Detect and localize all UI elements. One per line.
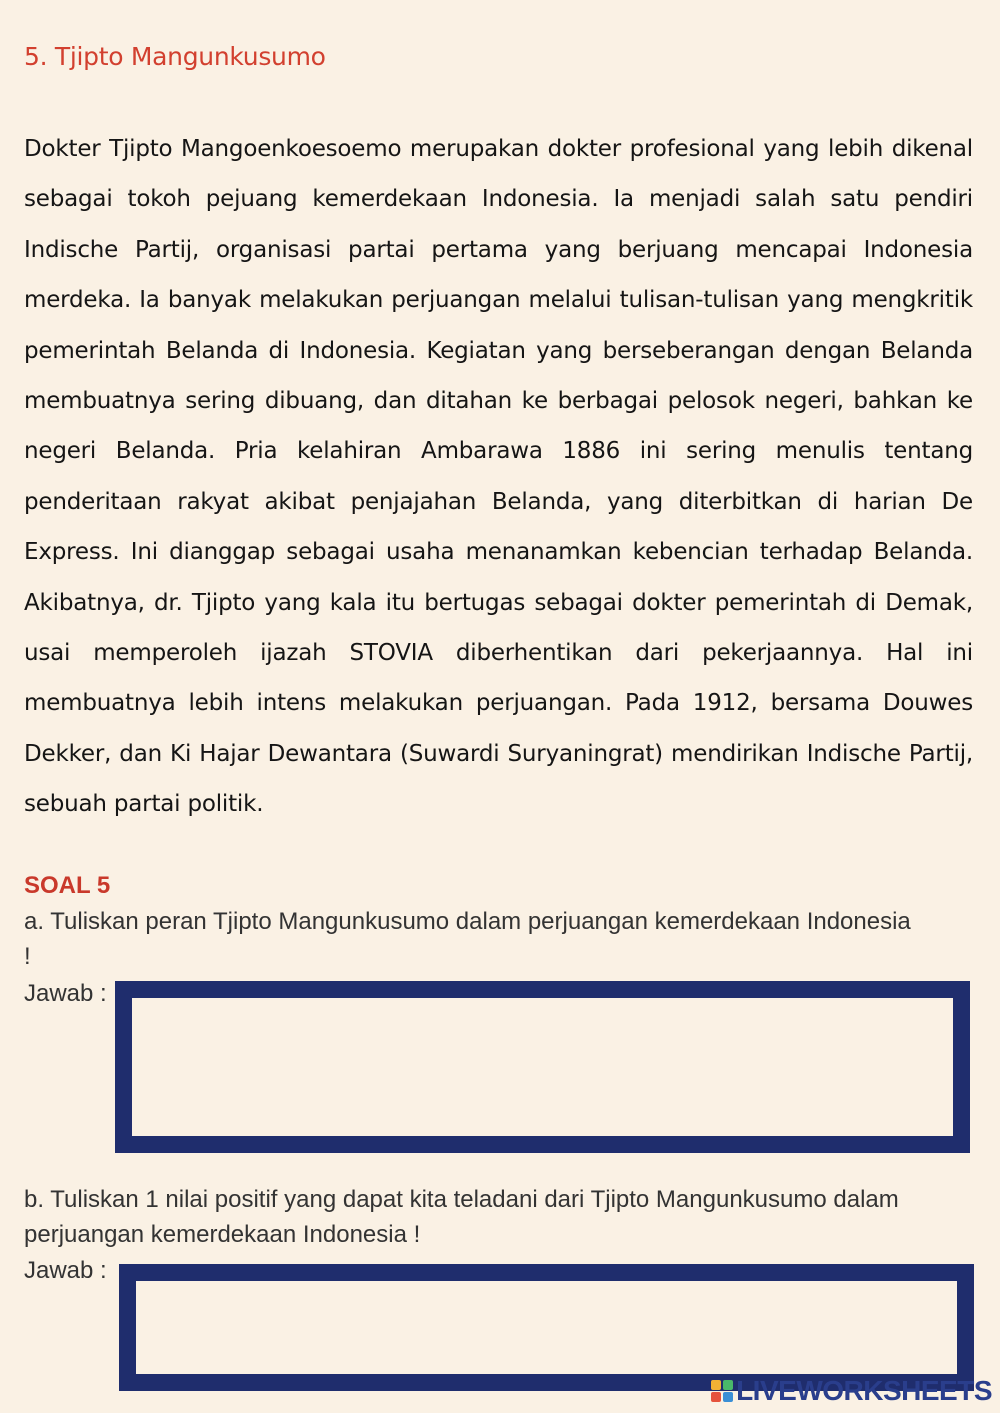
liveworksheets-logo-icon [711, 1380, 733, 1402]
answer-label-a: Jawab : [24, 980, 107, 1007]
logo-text: LIVEWORKSHEETS [736, 1375, 992, 1406]
answer-box-a[interactable] [115, 981, 970, 1153]
liveworksheets-logo [711, 1375, 992, 1407]
quiz-title: SOAL 5 [24, 872, 111, 899]
answer-box-b[interactable] [119, 1264, 974, 1391]
question-a: a. Tuliskan peran Tjipto Mangunkusumo dalam perjuangan kemerdekaan Indonesia ! [24, 908, 911, 970]
reading-passage: Dokter Tjipto Mangoenkoesoemo merupakan dokter profesional yang lebih dikenal sebagai tokoh pejuang kemerdekaan Indonesia. Ia menjadi salah satu pendiri Indische Partij, organisasi partai pertama yang berjuang mencapai Indonesia merdeka. Ia banyak melakukan perjuangan melalui tulisan-tulisan yang mengkritik pemerintah Belanda di Indonesia. Kegiatan yang berseberangan dengan Belanda membuatnya sering dibuang, dan ditahan ke berbagai pelosok negeri, bahkan ke negeri Belanda. Pria kelahiran Ambarawa 1886 ini sering menulis tentang penderitaan rakyat akibat penjajahan Belanda, yang diterbitkan di harian De Express. Ini dianggap sebagai usaha menanamkan kebencian terhadap Belanda. Akibatnya, dr. Tjipto yang kala itu bertugas sebagai dokter pemerintah di Demak, usai memperoleh ijazah STOVIA diberhentikan dari pekerjaannya. Hal ini membuatnya lebih intens melakukan perjuangan. Pada 1912, bersama Douwes Dekker, dan Ki Hajar Dewantara (Suwardi Suryaningrat) mendirikan Indische Partij, sebuah partai politik. [24, 136, 973, 818]
answer-label-b: Jawab : [24, 1257, 107, 1284]
section-heading: 5. Tjipto Mangunkusumo [24, 42, 326, 71]
question-b: b. Tuliskan 1 nilai positif yang dapat kita teladani dari Tjipto Mangunkusumo dalam perjuangan kemerdekaan Indonesia ! [24, 1186, 899, 1248]
